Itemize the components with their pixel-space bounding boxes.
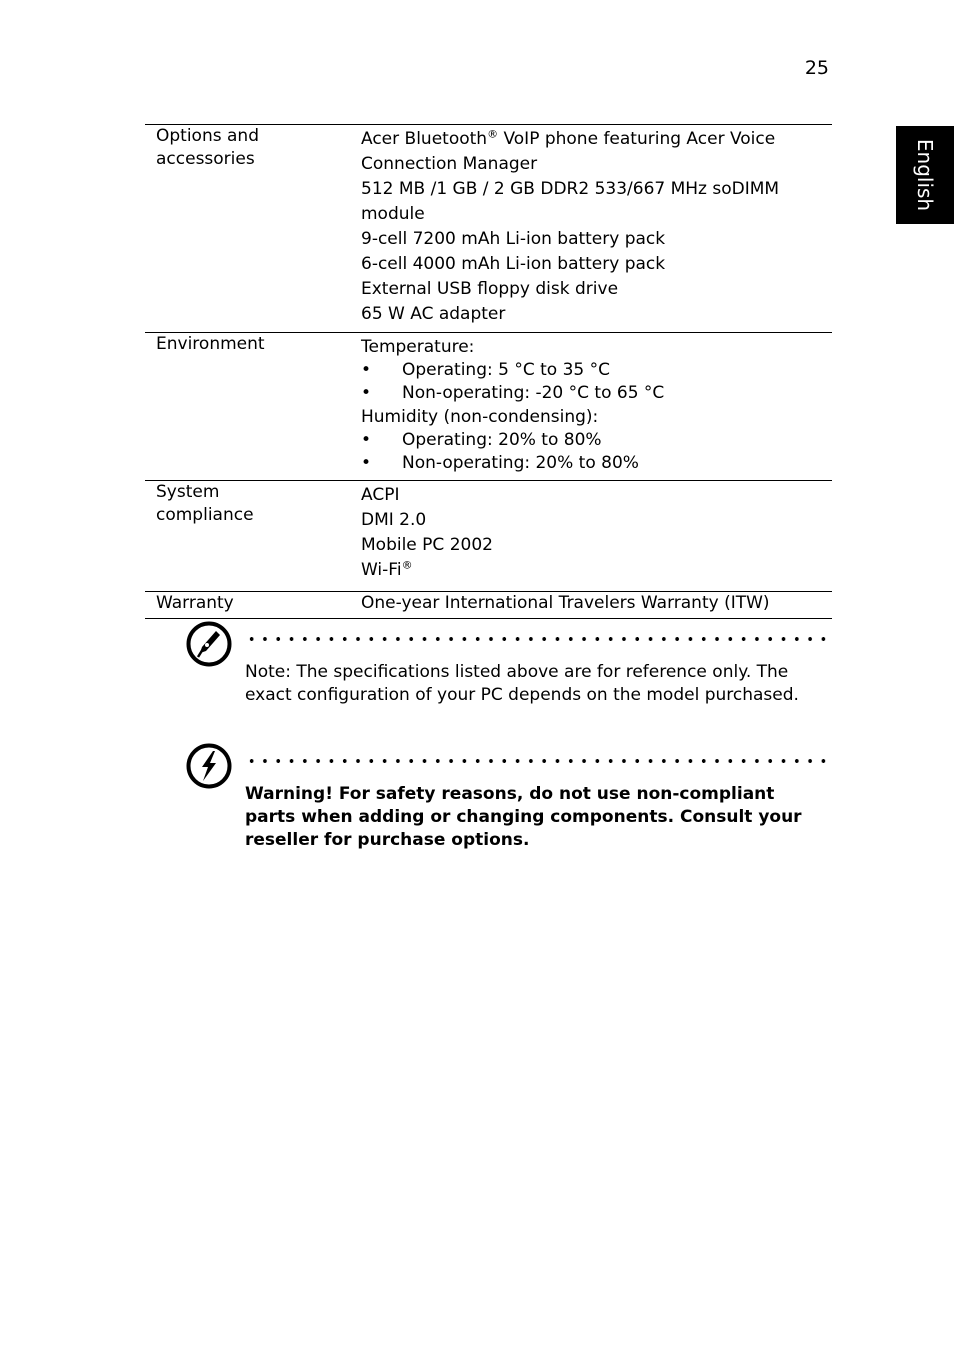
environment-value [361,333,832,481]
list-item: • Operating: 5 °C to 35 °C [361,359,832,382]
options-line: 6-cell 4000 mAh Li-ion battery pack [361,254,666,274]
compliance-line: DMI 2.0 [361,510,427,530]
warranty-label: Warranty [156,593,234,613]
bluetooth-text-rest: VoIP phone featuring Acer Voice [498,129,776,149]
environment-label: Environment [156,334,265,354]
note-callout [186,621,832,721]
temperature-heading: Temperature: [361,337,475,357]
warning-text: Warning! For safety reasons, do not use non-compliant parts when adding or changing components. Consult your reseller for purchase options. [245,784,802,850]
wifi-text: Wi-Fi [361,560,402,580]
specifications-table [145,124,832,619]
note-label: Note: [245,662,291,682]
bluetooth-text: Acer Bluetooth [361,129,488,149]
options-label-line: Options and [156,126,259,146]
page-number: 25 [804,57,829,79]
table-row-options [145,125,832,333]
system-compliance-label [145,481,361,592]
warning-lightning-icon [186,743,232,789]
warranty-value: One-year International Travelers Warranty (ITW) [361,593,770,613]
table-row-system-compliance [145,481,832,592]
options-line: module [361,204,425,224]
note-pen-icon [186,621,232,667]
note-text [245,661,825,707]
registered-mark: ® [487,127,499,141]
list-item: • Operating: 20% to 80% [361,429,832,452]
system-label-line: System [156,482,220,502]
note-body: The specifications listed above are for reference only. The exact configuration of your PC depends on the model purchased. [245,662,799,705]
system-compliance-value [361,481,832,592]
options-line: 512 MB /1 GB / 2 GB DDR2 533/667 MHz soDIMM [361,179,780,199]
humidity-heading: Humidity (non-condensing): [361,407,599,427]
options-line: External USB floppy disk drive [361,279,619,299]
list-item: • Non-operating: 20% to 80% [361,452,832,475]
dotted-divider [245,637,831,641]
options-label-line: accessories [156,149,255,169]
compliance-line: Mobile PC 2002 [361,535,493,555]
language-tab-label: English [913,138,937,212]
compliance-line: ACPI [361,485,400,505]
options-value [361,125,832,333]
language-tab [896,126,954,224]
table-row-environment [145,333,832,481]
bluetooth-line [361,127,832,152]
list-item: • Non-operating: -20 °C to 65 °C [361,382,832,405]
registered-mark: ® [401,558,413,572]
table-row-warranty [145,592,832,619]
options-line: Connection Manager [361,154,538,174]
warning-callout [186,743,832,863]
system-label-line: compliance [156,505,254,525]
options-line: 9-cell 7200 mAh Li-ion battery pack [361,229,666,249]
options-line: 65 W AC adapter [361,304,506,324]
wifi-line [361,558,832,583]
dotted-divider [245,759,831,763]
options-label [145,125,361,333]
